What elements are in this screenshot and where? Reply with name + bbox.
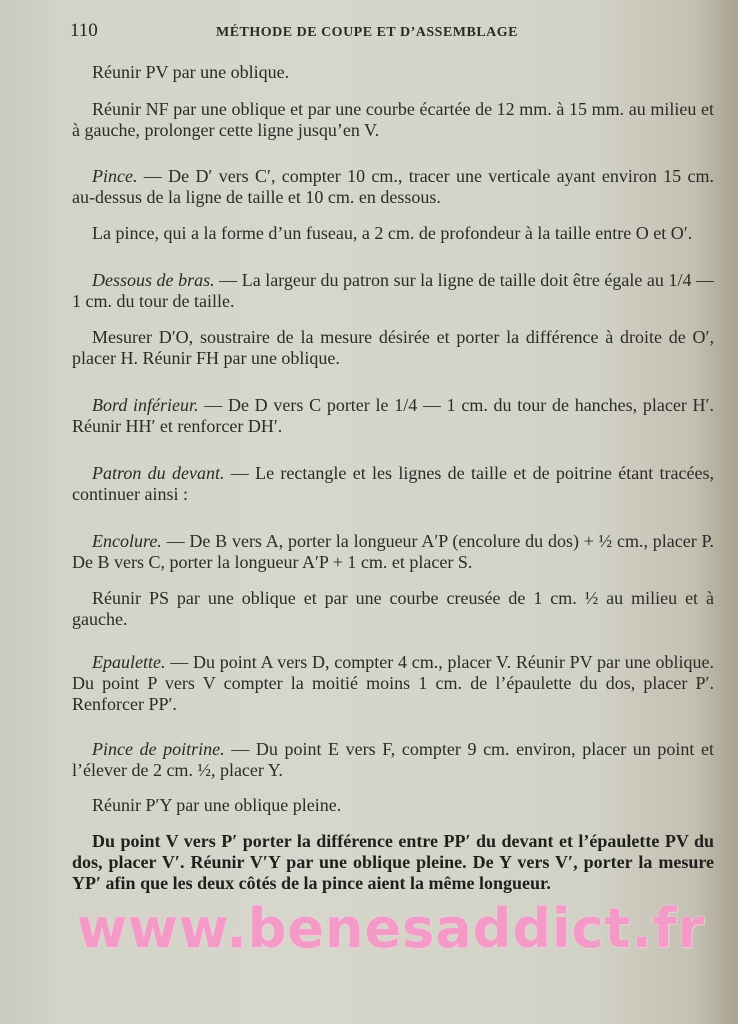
paragraph-pince-de-poitrine	[72, 739, 714, 781]
paragraph-text: — La largeur du patron sur la ligne de taille doit être égale au 1/4 — 1 cm. du tour de taille.	[72, 270, 714, 311]
paragraph-text: — De D′ vers C′, compter 10 cm., tracer une verticale ayant environ 15 cm. au-dessus de la ligne de taille et 10 cm. en dessous.	[72, 166, 714, 207]
paragraph-patron-du-devant	[72, 463, 714, 505]
section-lead-pince-de-poitrine: Pince de poitrine.	[92, 739, 225, 759]
paragraph-reunir-pv	[72, 62, 714, 83]
section-lead-bord-inferieur: Bord inférieur.	[92, 395, 199, 415]
section-lead-encolure: Encolure.	[92, 531, 162, 551]
paragraph-text: Réunir P′Y par une oblique pleine.	[92, 795, 342, 815]
section-lead-epaulette: Epaulette.	[92, 652, 166, 672]
paragraph-text: Mesurer D′O, soustraire de la mesure désirée et porter la différence à droite de O′, placer H. Réunir FH par une oblique.	[72, 327, 714, 368]
page-number: 110	[70, 20, 98, 41]
paragraph-reunir-ps	[72, 588, 714, 630]
paragraph-text: — Le rectangle et les lignes de taille et de poitrine étant tracées, continuer ainsi :	[72, 463, 715, 504]
running-title: MÉTHODE DE COUPE ET D’ASSEMBLAGE	[216, 25, 519, 40]
paragraph-text: Réunir PS par une oblique et par une courbe creusée de 1 cm. ½ au milieu et à gauche.	[72, 588, 714, 629]
section-lead-dessous-de-bras: Dessous de bras.	[92, 270, 215, 290]
paragraph-text: La pince, qui a la forme d’un fuseau, a 2 cm. de profondeur à la taille entre O et O′.	[92, 223, 693, 243]
paragraph-reunir-nf	[72, 99, 714, 141]
section-lead-pince: Pince.	[92, 166, 138, 186]
paragraph-pince-fuseau	[72, 223, 714, 244]
paragraph-text: — Du point E vers F, compter 9 cm. environ, placer un point et l’élever de 2 cm. ½, placer Y.	[72, 739, 714, 780]
paragraph-text: — De B vers A, porter la longueur A′P (encolure du dos) + ½ cm., placer P. De B vers C, porter la longueur A′P + 1 cm. et placer S.	[72, 531, 714, 572]
paragraph-encolure	[72, 531, 714, 573]
paragraph-text: Réunir NF par une oblique et par une courbe écartée de 12 mm. à 15 mm. au milieu et à gauche, prolonger cette ligne jusqu’en V.	[72, 99, 714, 140]
section-lead-patron-du-devant: Patron du devant.	[92, 463, 225, 483]
paragraph-pince	[72, 166, 714, 208]
paragraph-text: Du point V vers P′ porter la différence entre PP′ du devant et l’épaulette PV du dos, placer V′. Réunir V′Y par une oblique pleine. De Y vers V′, porter la mesure YP′ afin que les deux côtés de la pince aient la même longueur.	[72, 831, 714, 893]
paragraph-dessous-de-bras	[72, 270, 714, 312]
paragraph-epaulette	[72, 652, 714, 715]
paragraph-text: Réunir PV par une oblique.	[92, 62, 290, 82]
watermark: www.benesaddict.fr	[77, 897, 705, 960]
paragraph-mesurer-do	[72, 327, 714, 369]
paragraph-bord-inferieur	[72, 395, 714, 437]
paragraph-reunir-py	[72, 795, 714, 816]
paragraph-du-point-v	[72, 831, 714, 894]
running-head	[70, 20, 714, 46]
paragraph-text: — Du point A vers D, compter 4 cm., placer V. Réunir PV par une oblique. Du point P vers V compter la moitié moins 1 cm. de l’épaulette du dos, placer P′. Renforcer PP′.	[72, 652, 714, 714]
paragraph-text: — De D vers C porter le 1/4 — 1 cm. du tour de hanches, placer H′. Réunir HH′ et renforcer DH′.	[72, 395, 714, 436]
